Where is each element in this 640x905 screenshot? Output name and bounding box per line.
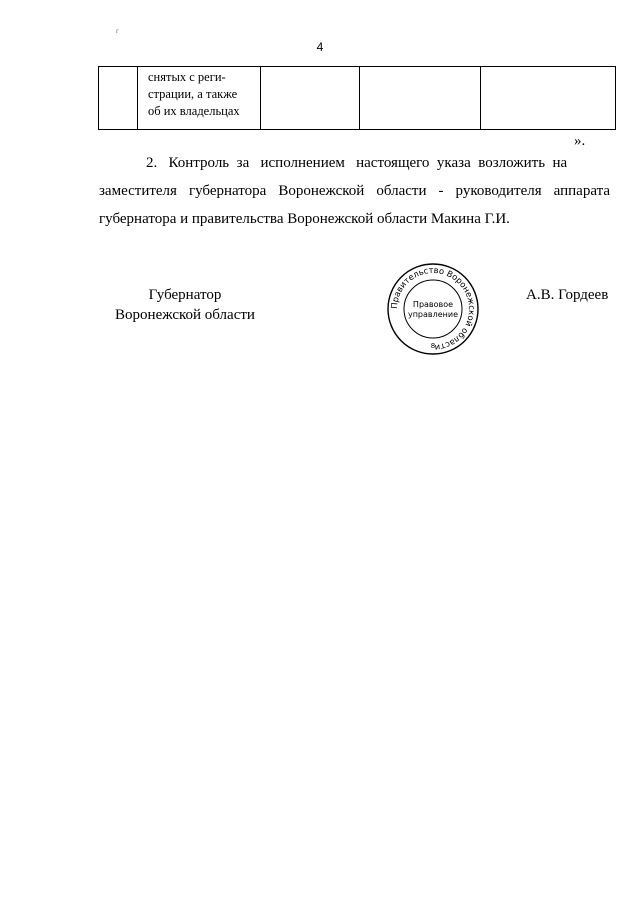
page-number: 4 xyxy=(316,40,324,54)
stamp-outer-ring xyxy=(388,264,478,354)
stamp-center-line: управление xyxy=(407,310,459,319)
cell-line: снятых с реги- xyxy=(148,70,226,84)
continued-table xyxy=(98,66,616,130)
signatory-title-line: Губернатор xyxy=(148,287,222,303)
table-cell-number xyxy=(99,67,138,130)
signatory-title xyxy=(100,285,270,325)
table-row xyxy=(99,67,616,130)
table-cell-description xyxy=(138,67,261,130)
paragraph-line: 2. Контроль за исполнением настоящего указа возложить на xyxy=(146,155,568,171)
stamp-center-line: Правовое xyxy=(412,300,454,309)
signatory-name: А.В. Гордеев xyxy=(526,287,609,303)
table-cell-empty xyxy=(481,67,616,130)
closing-quote: ». xyxy=(574,133,586,149)
paragraph-line: заместителя губернатора Воронежской области - руководителя аппарата xyxy=(99,183,610,199)
signatory-title-line: Воронежской области xyxy=(115,307,255,323)
cell-line: об их владельцах xyxy=(148,104,240,118)
paragraph-line: губернатора и правительства Воронежской области Макина Г.И. xyxy=(99,211,510,227)
official-stamp xyxy=(386,262,480,356)
table-cell-empty xyxy=(261,67,360,130)
stamp-inner-ring xyxy=(404,280,462,338)
corner-mark: г xyxy=(116,27,119,35)
stamp-ring-text: Правительство Воронежской области xyxy=(388,264,478,354)
stamp-mark: 8 xyxy=(430,342,436,350)
table-cell-empty xyxy=(360,67,481,130)
cell-line: страции, а также xyxy=(148,87,238,101)
